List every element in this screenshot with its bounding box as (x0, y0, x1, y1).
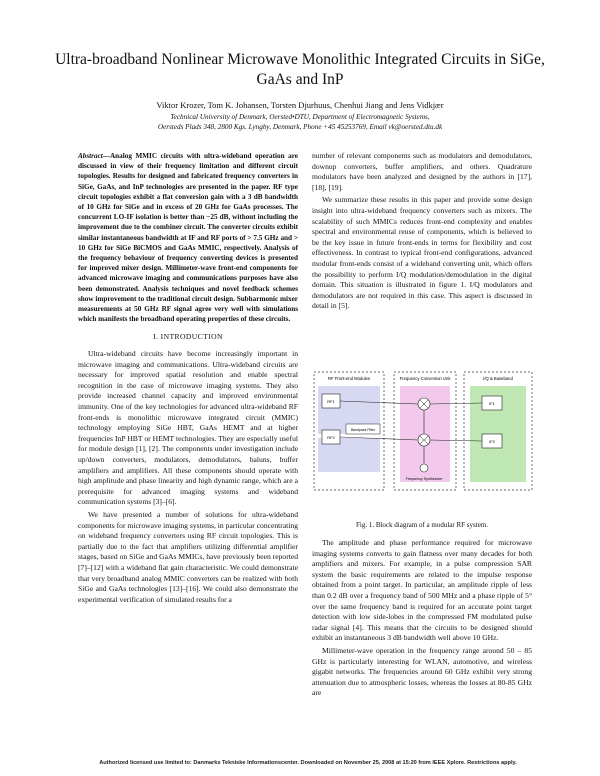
box-if1-label: IF1 (489, 401, 495, 406)
figure-1-block-diagram (312, 368, 534, 518)
abstract-lead: Abstract (78, 152, 103, 160)
author-list: Viktor Krozer, Tom K. Johansen, Torsten Djurhuus, Chenhui Jiang and Jens Vidkjær (156, 100, 444, 110)
right-paragraph-4: Millimeter-wave operation in the frequency range around 50 – 85 GHz is particularly interesting for WLAN, automotive, and wireless gigabit networks. The frequencies around 60 GHz exhibit very strong attenuation due to atmospheric losses, whereas the losses at 80-85 GHz are (312, 645, 532, 698)
abstract (78, 151, 298, 324)
license-footer: Authorized licensed use limited to: Danmarks Tekniske Informationscenter. Downloaded on November 25, 2008 at 15:20 from IEEE Xplore. Restrictions apply. (99, 760, 517, 766)
block-b-label: Frequency Conversion Unit (399, 376, 451, 381)
paper-title: Ultra-broadband Nonlinear Microwave Monolithic Integrated Circuits in SiGe, GaAs and InP (55, 51, 545, 88)
right-column-top (312, 151, 532, 314)
lo-label: Frequency Synthesizer (405, 477, 443, 481)
intro-paragraph-1: Ultra-wideband circuits have become increasingly important in microwave imaging and communications. Ultra-wideband circuits are necessary for improved spatial resolution and enable spectral recognition in the case of microwave imaging systems. They also provide increased channel capacity and improved environmental immunity. One of the key technologies for advanced ultra-wideband RF front-ends is monolithic microwave integrated circuit (MMIC) technology employing SiGe HBT, GaAs HEMT and at higher frequencies InP HBT or HEMT technologies. They are especially useful for module design [1], [2]. The components under investigation include up/down converters, modulators, demodulators, baluns, buffer amplifiers and amplifiers. All these components should operate with high amplitude and phase linearity and high dynamic range, which are a prerequisite for advanced imaging systems and wideband communication systems [3]–[6]. (78, 349, 298, 507)
lo-source-icon (420, 464, 428, 472)
affiliation-line-2: Oersteds Plads 348, 2800 Kgs. Lyngby, Denmark, Phone +45 45253769, Email vk@oersted.dtu.dk (157, 123, 443, 131)
right-paragraph-2: We summarize these results in this paper and provide some design insight into ultra-wideband frequency converters such as mixers. The scalability of such MMICs reduces front-end complexity and enables spectral and environmental reuse of components, which is believed to be the key issue in future front-ends in terms for flexibility and cost effectiveness. In contrast to typical front-end configurations, advanced modular front-ends consist of a wideband converting unit, which offers the possibility to perform I/Q modulation/demodulation in the digital domain. This situation is illustrated in figure 1. I/Q modulators and demodulators are not required in this case. This aspect is discussed in detail in [5]. (312, 195, 532, 311)
box-rf2-label: RF2 (327, 435, 335, 440)
intro-paragraph-2: We have presented a number of solutions for ultra-wideband components for microwave imaging systems, in particular concentrating on wideband frequency converters using RF circuit topologies. This is partially due to the fact that amplifiers utilizing differential amplifier stages, based on SiGe and GaAs MMICs, have previously been reported [7]–[12] with a wideband flat gain characteristic. We could demonstrate that very broadband analog MMIC converters can be realized with both SiGe and GaAs technologies [13]–[16]. We could also demonstrate the experimental verification of simulated results for a (78, 509, 298, 604)
figure-1-caption: Fig. 1. Block diagram of a modular RF system. (355, 521, 488, 529)
right-paragraph-1: number of relevant components such as modulators and demodulators, downup converters, buffer amplifiers, and others. Quadrature modulators have been analyzed and designed by the authors in [17], [18], [19]. (312, 151, 532, 192)
box-if2-label: IF2 (489, 439, 495, 444)
right-column-bottom (312, 538, 532, 701)
section-heading-introduction: I. INTRODUCTION (153, 332, 223, 342)
block-a-label: RF Front-end Modules (328, 376, 370, 381)
left-column (78, 151, 298, 607)
box-rf1-label: RF1 (327, 399, 335, 404)
affiliation-line-1: Technical University of Denmark, Oersted•DTU, Department of Electromagnetic Systems, (170, 113, 430, 121)
abstract-body: —Analog MMIC circuits with ultra-wideband operation are discussed in view of their frequency limitation and different circuit topologies. Results for designed and fabricated frequency converters in SiGe, GaAs, and InP technologies are presented in the paper. RF type circuit topologies exhibit a flat conversion gain with a 3 dB bandwidth of 10 GHz for SiGe and in excess of 20 GHz for GaAs processes. The concurrent LO-IF isolation is better than −25 dB, without including the improvement due to the combiner circuit. The converter circuits exhibit similar instantaneous bandwidth at IF and RF ports of > 7.5 GHz and > 10 GHz for SiGe BiCMOS and GaAs MMIC, respectively. Analysis of the frequency behaviour of frequency converting devices is presented for improved mixer design. Millimeter-wave front-end components for advanced microwave imaging and communications purposes have also been demonstrated. Analysis techniques and novel feedback schemes show improvement to the traditional circuit design. Subharmonic mixer measurements at 50 GHz RF signal agree very well with simulations which manifests the broadband operating properties of these circuits. (78, 152, 298, 324)
bandpass-filter-label: Bandpass Filter (350, 428, 376, 432)
right-paragraph-3: The amplitude and phase performance required for microwave imaging systems converts to gain flatness over many decades for both amplifiers and mixers. For example, in a pulse compression SAR system the basic requirements are related to the impulse response obtained from a point target. In particular, an amplitude ripple of less than 0.2 dB over a frequency band of 500 MHz and a phase ripple of 5° over the same frequency band is required for an accurate point target detection with low side-lobes in the compressed FM modulated pulse radar signal [4]. This means that the circuits to be designed should exhibit an instantaneous 3 dB bandwidth well above 10 GHz. (312, 538, 532, 643)
block-c-label: I/Q & Baseband (483, 376, 513, 381)
affiliation (40, 112, 560, 132)
